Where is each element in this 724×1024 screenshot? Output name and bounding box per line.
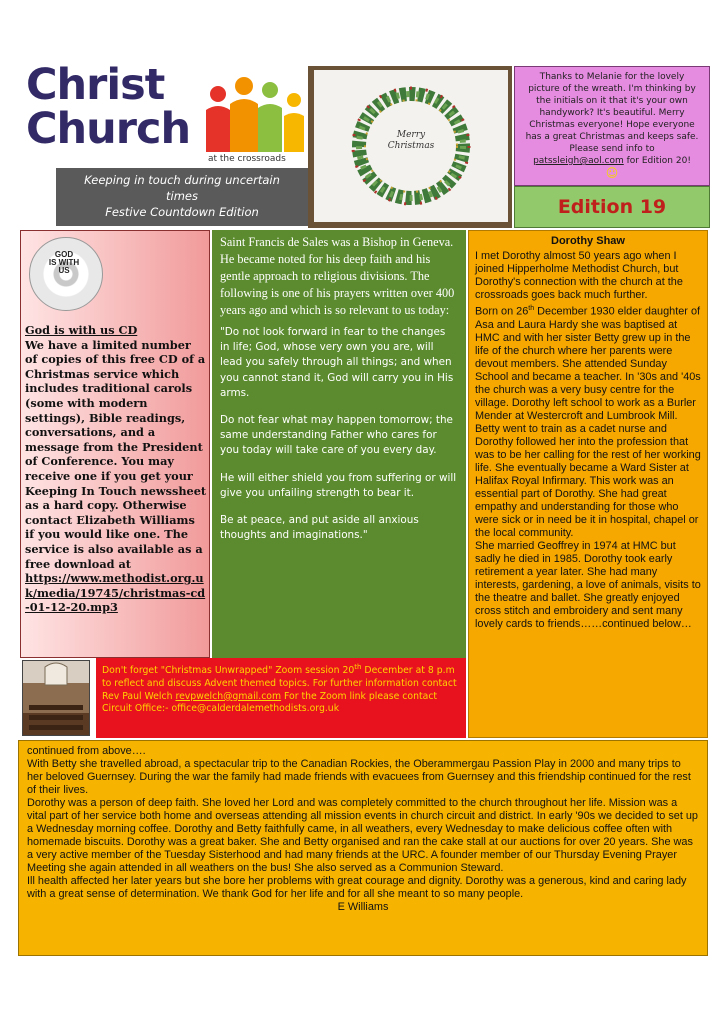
header-line-1: Keeping in touch during uncertain (84, 173, 280, 187)
author-signature: E Williams (337, 901, 389, 913)
dorothy-section (468, 230, 708, 738)
logo-word-church: Church (26, 104, 191, 154)
logo-tagline: at the crossroads (208, 154, 286, 164)
prayer-paragraph-3: He will either shield you from suffering or will give you unfailing strength to bear it. (220, 471, 457, 499)
zoom-email-link[interactable]: revpwelch@gmail.com (175, 690, 282, 702)
people-figures-icon (204, 74, 308, 154)
continued-paragraph-3: Ill health affected her later years but she bore her problems with great courage and dignity. Dorothy was a generous, kind and caring lady with a great sense of determination. We thank God for her life and for all she meant to so many people. (27, 875, 687, 900)
dorothy-p2-rest: December 1930 elder daughter of Asa and Laura Hardy she was baptised at HMC and with her sister Betty grew up in the life of the church where her parents were devout members. She attended Sunday School and became a teacher. In '30s and '40s the church was a very busy centre for the village. Dorothy left school to work as a Burler Mender at Westercroft and Lumbrook Mill. (475, 305, 701, 422)
smiley-icon: ☺ (605, 166, 619, 180)
zoom-sup: th (354, 663, 362, 671)
cd-description (25, 323, 207, 615)
cd-disc-label (47, 251, 81, 275)
wreath-picture (308, 66, 512, 228)
prayer-section (212, 230, 466, 658)
cd-label-line-3: US (58, 266, 70, 275)
prayer-paragraph-1: "Do not look forward in fear to the changes in life; God, whose very own you are, will lead you safely through all things; and when you cannot stand it, God will carry you in His arms. (220, 326, 454, 399)
thanks-note (514, 66, 710, 186)
prayer-intro: Saint Francis de Sales was a Bishop in Geneva. He became noted for his deep faith and his gentle approach to religious divisions. The following is one of his prayers written over 400 years ago and which is so relevant to us today: (220, 235, 455, 317)
continued-paragraph-2: Dorothy was a person of deep faith. She loved her Lord and was completely committed to the church throughout her life. Mission was a vital part of her service both home and overseas attending all mission events in church circuit and district. In early '90s we decided to set up a Wednesday morning coffee. Dorothy and Betty faithfully came, in all weathers, every Wednesday to make delicious coffee often with homemade biscuits. Dorothy was a great baker. She and Betty organised and ran the cake stall at our auctions for over 20 years. She was a very active member of the Tuesday Sisterhood and had many friends at the URC. A founder member of our Thursday Evening Prayer Meeting she again attended in all weathers on the bus! She also served as a Communion Steward. (27, 797, 698, 874)
church-interior-photo (22, 660, 90, 736)
christ-church-logo (26, 60, 308, 168)
cd-body: We have a limited number of copies of this free CD of a Christmas service which includes traditional carols (some with modern settings), Bible readings, conversations, and a message from the President of Conference. You may receive one if you get your Keeping In Touch newssheet as a hard copy. Otherwise contact Elizabeth Williams if you would like one. The service is also available as a free download at (25, 337, 207, 571)
thanks-email-link[interactable]: patssleigh@aol.com (533, 156, 624, 166)
wreath-text-merry: Merry (396, 130, 426, 140)
thanks-suffix: for Edition 20! (623, 156, 691, 166)
newsletter-header (56, 168, 308, 226)
cd-label-line-1: GOD (54, 250, 74, 259)
wreath-card (314, 70, 508, 222)
continued-paragraph-1: With Betty she travelled abroad, a spectacular trip to the Canadian Rockies, the Oberammergau Passion Play in 2000 and many trips to her beloved Guernsey. During the war the family had made friends with evacuees from Guernsey and this friendship continued for the rest of their lives. (27, 758, 691, 796)
dorothy-paragraph-1: I met Dorothy almost 50 years ago when I joined Hipperholme Methodist Church, but Dorothy's connection with the church at the crossroads goes back much further. (475, 250, 683, 301)
dorothy-paragraph-2 (475, 302, 701, 423)
wreath-text-christmas: Christmas (387, 141, 435, 151)
cd-section (20, 230, 210, 658)
dorothy-continued-section (18, 740, 708, 956)
dorothy-p2-start: Born on 26 (475, 305, 529, 318)
church-window-icon (23, 661, 89, 735)
prayer-paragraph-2: Do not fear what may happen tomorrow; the same understanding Father who cares for you today will take care of you every day. (220, 414, 453, 457)
dorothy-paragraph-3: Betty went to train as a cadet nurse and Dorothy followed her into the profession that was to be her calling for the rest of her working life. She eventually became a Ward Sister at Halifax Royal Infirmary. This work was an essential part of Dorothy. She had great empathy and understanding for those who were sick or in need be it in hospital, chapel or the local community. (475, 422, 701, 539)
thanks-text: Thanks to Melanie for the lovely picture of the wreath. I'm thinking by the initials on it that it's your own handywork? It's beautiful. Merry Christmas everyone! Hope everyone has a great Christmas and keeps safe. Please send info to (525, 72, 699, 154)
prayer-paragraph-4: Be at peace, and put aside all anxious thoughts and imaginations." (220, 514, 419, 542)
header-line-2: times (166, 189, 198, 203)
logo-word-christ: Christ (26, 60, 165, 110)
cd-title: God is with us CD (25, 323, 138, 337)
edition-number: Edition 19 (514, 186, 710, 228)
dorothy-title: Dorothy Shaw (551, 235, 625, 247)
continued-label: continued from above…. (27, 745, 146, 757)
zoom-text-end: For the Zoom link please contact Circuit Office:- office@calderdalemethodists.org.uk (102, 690, 438, 715)
dorothy-paragraph-4: She married Geoffrey in 1974 at HMC but sadly he died in 1985. Dorothy took early retirement a year later. She had many interests, gardening, a love of animals, visits to the theatre and ballet. She greatly enjoyed cross stitch and embroidery and sent many lovely cards to friends……continued below… (475, 539, 701, 630)
cd-download-link[interactable]: https://www.methodist.org.uk/media/19745/christmas-cd-01-12-20.mp3 (25, 571, 206, 615)
cd-label-line-2: IS WITH (48, 258, 80, 267)
dorothy-p2-sup: th (528, 305, 535, 312)
zoom-text-start: Don't forget "Christmas Unwrapped" Zoom session 20 (102, 665, 355, 677)
zoom-notice (96, 658, 466, 738)
header-line-3: Festive Countdown Edition (105, 205, 259, 219)
zoom-text-middle: December at 8 p.m to reflect and discuss Advent themed topics. For further information contact Rev Paul Welch (102, 665, 457, 702)
